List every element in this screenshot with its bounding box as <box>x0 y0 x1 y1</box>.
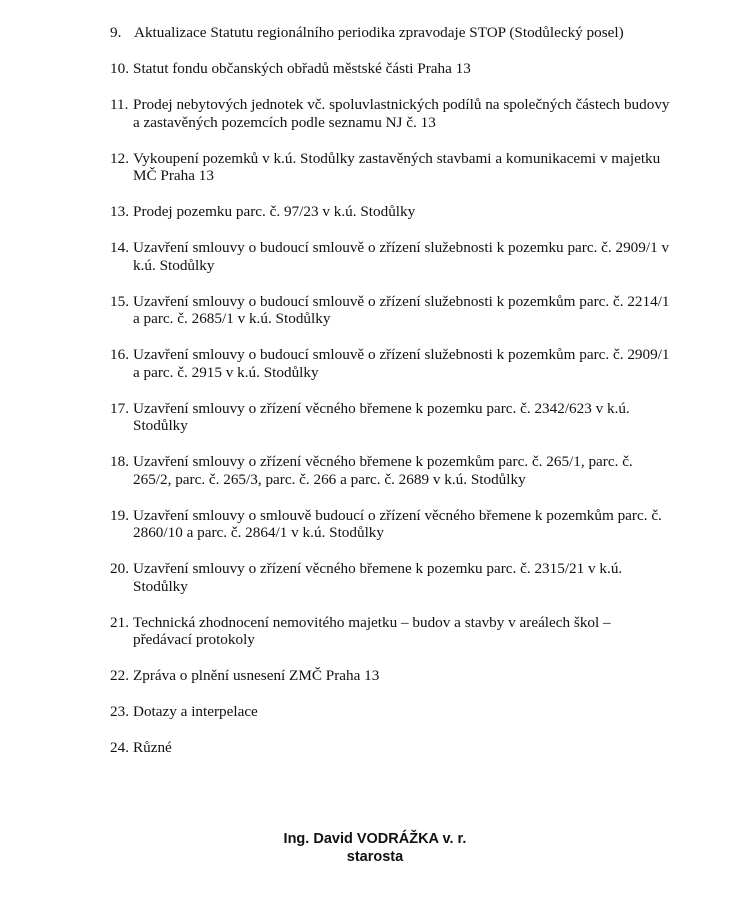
item-number: 22. <box>110 667 129 684</box>
item-number: 23. <box>110 703 129 720</box>
agenda-item <box>110 703 670 721</box>
item-number: 13. <box>110 203 129 220</box>
item-text: Technická zhodnocení nemovitého majetku – budov a stavby v areálech škol – předávací protokoly <box>133 613 611 648</box>
item-text: Uzavření smlouvy o zřízení věcného břemene k pozemku parc. č. 2342/623 v k.ú. Stodůlky <box>133 399 630 434</box>
item-text: Uzavření smlouvy o budoucí smlouvě o zřízení služebnosti k pozemkům parc. č. 2214/1 a parc. č. 2685/1 v k.ú. Stodůlky <box>133 292 670 327</box>
item-number: 16. <box>110 346 129 363</box>
agenda-item <box>110 560 670 595</box>
agenda-list <box>110 24 670 775</box>
agenda-item <box>110 453 670 488</box>
item-text: Prodej pozemku parc. č. 97/23 v k.ú. Stodůlky <box>133 203 416 220</box>
agenda-item <box>110 507 670 542</box>
item-text: Různé <box>133 739 172 756</box>
agenda-item <box>110 60 670 78</box>
item-text: Statut fondu občanských obřadů městské části Praha 13 <box>133 60 471 77</box>
item-number: 18. <box>110 453 129 470</box>
agenda-item <box>110 739 670 757</box>
agenda-item <box>110 96 670 131</box>
agenda-item <box>110 293 670 328</box>
agenda-item <box>110 346 670 381</box>
agenda-item <box>110 400 670 435</box>
signatory-name: Ing. David VODRÁŽKA v. r. <box>283 831 467 847</box>
item-number: 10. <box>110 60 129 77</box>
agenda-item <box>110 614 670 649</box>
signature-block <box>0 830 750 866</box>
item-number: 11. <box>110 96 129 113</box>
item-text: Vykoupení pozemků v k.ú. Stodůlky zastavěných stavbami a komunikacemi v majetku MČ Praha 13 <box>133 149 661 184</box>
item-text: Uzavření smlouvy o zřízení věcného břemene k pozemkům parc. č. 265/1, parc. č. 265/2, parc. č. 265/3, parc. č. 266 a parc. č. 2689 v k.ú. Stodůlky <box>133 453 633 488</box>
item-text: Zpráva o plnění usnesení ZMČ Praha 13 <box>133 667 380 684</box>
item-number: 20. <box>110 560 129 577</box>
agenda-item <box>110 150 670 185</box>
item-number: 24. <box>110 739 129 756</box>
item-text: Uzavření smlouvy o smlouvě budoucí o zřízení věcného břemene k pozemkům parc. č. 2860/10 a parc. č. 2864/1 v k.ú. Stodůlky <box>133 506 662 541</box>
agenda-item <box>110 203 670 221</box>
signatory-title: starosta <box>346 849 404 865</box>
item-number: 14. <box>110 239 129 256</box>
item-text: Uzavření smlouvy o budoucí smlouvě o zřízení služebnosti k pozemku parc. č. 2909/1 v k.ú. Stodůlky <box>133 239 670 274</box>
item-number: 17. <box>110 399 129 417</box>
item-number: 19. <box>110 506 129 524</box>
item-text: Aktualizace Statutu regionálního periodika zpravodaje STOP (Stodůlecký posel) <box>134 24 624 41</box>
item-number: 21. <box>110 613 129 631</box>
item-text: Dotazy a interpelace <box>133 703 258 720</box>
item-text: Uzavření smlouvy o zřízení věcného břemene k pozemku parc. č. 2315/21 v k.ú. Stodůlky <box>133 560 623 595</box>
item-text: Prodej nebytových jednotek vč. spoluvlastnických podílů na společných částech budovy a zastavěných pozemcích podle seznamu NJ č. 13 <box>133 96 670 131</box>
item-number: 12. <box>110 149 129 167</box>
item-number: 9. <box>110 24 122 41</box>
agenda-item <box>110 239 670 274</box>
agenda-item <box>110 667 670 685</box>
agenda-item <box>110 24 670 42</box>
item-number: 15. <box>110 292 129 310</box>
item-text: Uzavření smlouvy o budoucí smlouvě o zřízení služebnosti k pozemkům parc. č. 2909/1 a parc. č. 2915 v k.ú. Stodůlky <box>133 346 670 381</box>
